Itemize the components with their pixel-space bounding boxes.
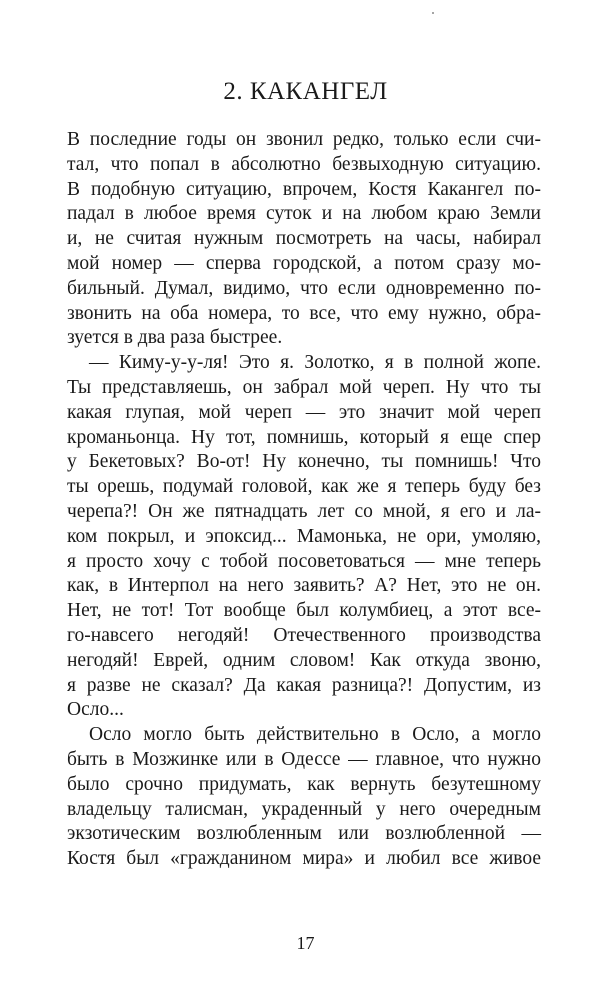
text-line: падал в любое время суток и на любом краю Земли <box>67 203 541 225</box>
body-text <box>67 128 541 872</box>
text-line: звонить на оба номера, то все, что ему нужно, обра- <box>67 302 541 324</box>
text-line: Осло... <box>67 699 124 721</box>
text-line: как, в Интерпол на него заявить? А? Нет, это не он. <box>67 575 541 597</box>
text-line: быть в Мозжинке или в Одессе — главное, что нужно <box>67 748 541 770</box>
text-line: Нет, не тот! Тот вообще был колумбиец, а этот все- <box>67 600 541 622</box>
text-line: и, не считая нужным посмотреть на часы, набирал <box>67 228 541 250</box>
page-number: 17 <box>296 933 315 953</box>
text-line: черепа?! Он же пятнадцать лет со мной, я его и ла- <box>67 500 541 522</box>
text-line: экзотическим возлюбленным или возлюбленной — <box>67 823 541 845</box>
text-line: Ты представляешь, он забрал мой череп. Ну что ты <box>67 376 541 398</box>
text-line: я разве не сказал? Да какая разница?! Допустим, из <box>67 674 541 696</box>
text-line: В последние годы он звонил редко, только если счи- <box>67 129 541 150</box>
text-line: го-навсего негодяй! Отечественного производства <box>67 624 541 646</box>
text-line: негодяй! Еврей, одним словом! Как откуда звоню, <box>67 649 541 671</box>
text-line: было срочно придумать, как вернуть безутешному <box>67 773 541 795</box>
text-line: В подобную ситуацию, впрочем, Костя Какангел по- <box>67 178 541 200</box>
text-line: Костя был «гражданином мира» и любил все живое <box>67 848 541 870</box>
text-line: ты орешь, подумай головой, как же я теперь буду без <box>67 476 541 498</box>
text-line: владельцу талисман, украденный у него очередным <box>67 798 541 820</box>
text-line: зуется в два раза быстрее. <box>67 327 283 349</box>
chapter-title: 2. КАКАНГЕЛ <box>223 78 388 105</box>
text-line: тал, что попал в абсолютно безвыходную ситуацию. <box>67 153 541 175</box>
text-line: ком покрыл, и эпоксид... Мамонька, не ори, умоляю, <box>67 525 541 547</box>
text-line: бильный. Думал, видимо, что если одновременно по- <box>67 277 541 299</box>
text-line: — Киму-у-у-ля! Это я. Золотко, я в полной жопе. <box>89 352 541 374</box>
text-line: мой номер — сперва городской, а потом сразу мо- <box>67 252 541 274</box>
text-line: я просто хочу с тобой посоветоваться — мне теперь <box>67 550 541 572</box>
text-line: кроманьонца. Ну тот, помнишь, который я еще спер <box>67 426 541 448</box>
print-speck <box>432 12 434 14</box>
text-line: Осло могло быть действительно в Осло, а могло <box>89 724 541 746</box>
text-line: у Бекетовых? Во-от! Ну конечно, ты помнишь! Что <box>67 451 541 473</box>
text-line: какая глупая, мой череп — это значит мой череп <box>67 401 541 423</box>
